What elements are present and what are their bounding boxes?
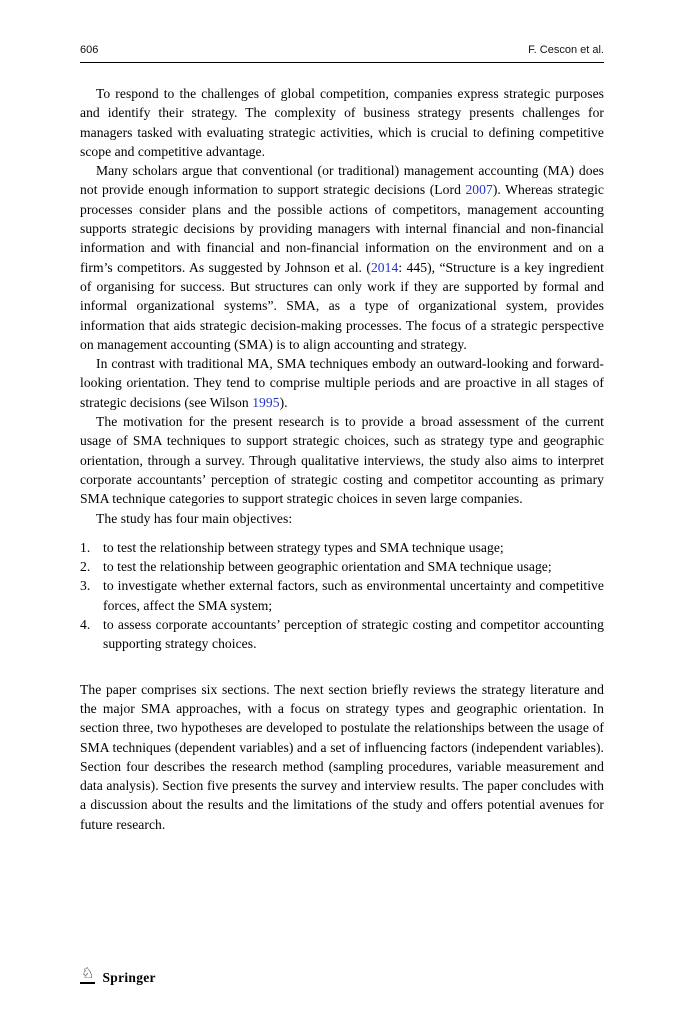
header-rule xyxy=(80,62,604,63)
paragraph-text: ). xyxy=(279,394,288,410)
list-item-number: 1. xyxy=(80,539,91,555)
citation-link-johnson-2014[interactable]: 2014 xyxy=(370,259,399,275)
list-item xyxy=(80,557,604,576)
objectives-list xyxy=(80,538,604,654)
list-item xyxy=(80,615,604,654)
list-item xyxy=(80,538,604,557)
list-item-text: to assess corporate accountants’ perception of strategic costing and competitor accounting supporting strategy choices. xyxy=(103,617,604,652)
paragraph-research-motivation xyxy=(80,412,604,508)
paragraph-text: The motivation for the present research is to provide a broad assessment of the current usage of SMA techniques to support strategic choices, such as strategy type and geographic orientation, through a survey. Through qualitative interviews, the study also aims to interpret corporate accountants’ perception of strategic costing and competitor accounting as primary SMA technique categories to support strategic choices in seven large companies. xyxy=(80,414,604,507)
body-text-column xyxy=(80,84,604,834)
paragraph-text: ). Whereas strategic processes consider plans and the possible actions of competitors, management accounting supports strategic decisions by providing managers with internal financial and non-financial information and with financial and non-financial information on the environment and on a firm’s competitors. As suggested by Johnson et al. ( xyxy=(80,182,604,275)
springer-knight-icon: ♘ xyxy=(81,964,95,982)
page-number: 606 xyxy=(80,44,99,56)
publisher-name: Springer xyxy=(102,969,156,985)
paragraph-text: The paper comprises six sections. The next section briefly reviews the strategy literature and the major SMA approaches, with a focus on strategy types and geographic orientation. In section three, two hypotheses are developed to postulate the relationships between the usage of SMA techniques (dependent variables) and a set of influencing factors (independent variables). Section four describes the research method (sampling procedures, variable measurement and data analysis). Section five presents the survey and interview results. The paper concludes with a discussion about the results and the limitations of the study and offers potential avenues for future research. xyxy=(80,681,604,832)
paragraph-text: In contrast with traditional MA, SMA techniques embody an outward-looking and forward-looking orientation. They tend to comprise multiple periods and are proactive in all stages of strategic decisions (see Wilson xyxy=(80,356,604,410)
paragraph-text: Many scholars argue that conventional (or traditional) management accounting (MA) does not provide enough information to support strategic decisions (Lord xyxy=(80,163,604,198)
list-item-number: 4. xyxy=(80,617,91,633)
running-head xyxy=(80,44,604,56)
paragraph-text: : 445), “Structure is a key ingredient of organising for success. But structures can only work if they are supported by formal and informal organizational systems”. SMA, as a type of organizational system, provides information that aids strategic decision-making processes. The focus of a strategic perspective on management accounting (SMA) is to align accounting and strategy. xyxy=(80,259,604,352)
list-item-text: to investigate whether external factors, such as environmental uncertainty and competitive forces, affect the SMA system; xyxy=(103,578,604,613)
paragraph-text: The study has four main objectives: xyxy=(96,510,293,526)
paragraph-ma-critique xyxy=(80,161,604,354)
paragraph-sma-orientation xyxy=(80,354,604,412)
paragraph-global-competition xyxy=(80,84,604,161)
list-item-number: 2. xyxy=(80,559,91,575)
paragraph-text: To respond to the challenges of global competition, companies express strategic purposes and identify their strategy. The complexity of business strategy presents challenges for managers tasked with evaluating strategic activities, which is crucial to defining competitive scope and competitive advantage. xyxy=(80,86,604,159)
list-item-text: to test the relationship between geographic orientation and SMA technique usage; xyxy=(103,559,552,575)
list-item-number: 3. xyxy=(80,578,91,594)
running-author: F. Cescon et al. xyxy=(528,44,604,56)
list-item-text: to test the relationship between strategy types and SMA technique usage; xyxy=(103,539,504,555)
paragraph-objectives-intro xyxy=(80,509,604,528)
citation-link-wilson-1995[interactable]: 1995 xyxy=(252,394,280,410)
citation-link-lord-2007[interactable]: 2007 xyxy=(465,182,493,198)
publisher-footer xyxy=(80,966,156,984)
paragraph-paper-structure xyxy=(80,680,604,834)
list-item xyxy=(80,576,604,615)
